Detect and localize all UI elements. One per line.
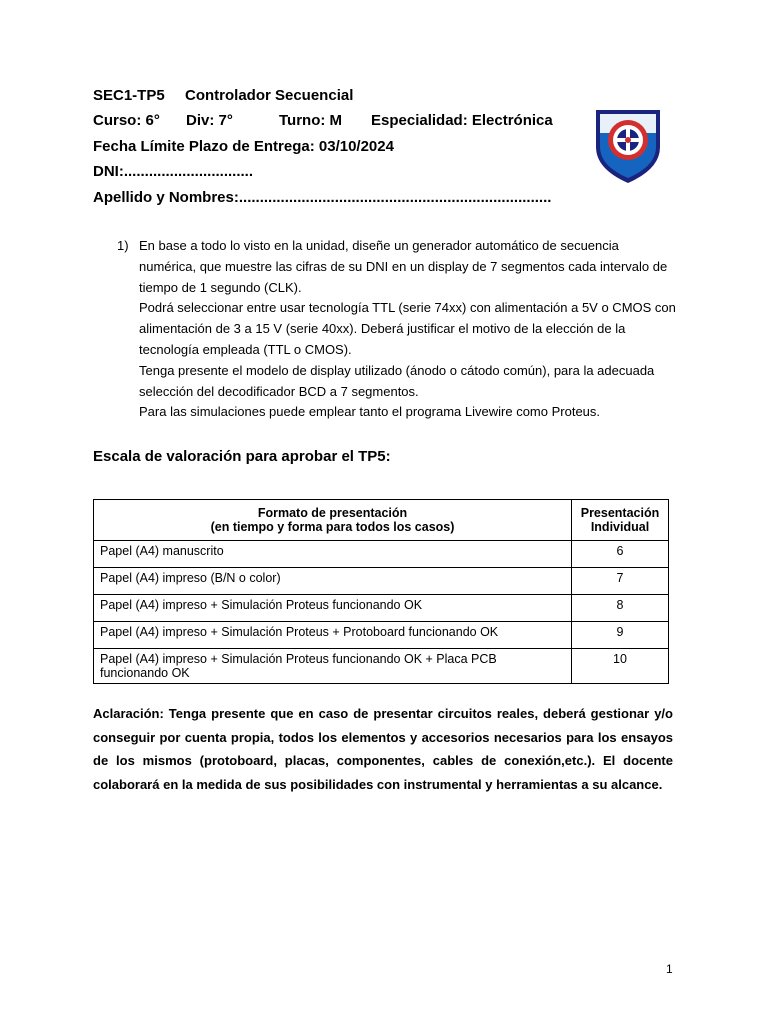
doc-code: SEC1-TP5 [93,87,165,104]
item-paragraph: En base a todo lo visto en la unidad, diseñe un generador automático de secuencia numérica, que muestre las cifras de su DNI en un display de 7 segmentos cada intervalo de tiempo de 1 segundo (CLK). [139,238,668,295]
cell-grade: 9 [572,622,669,649]
header-grade: Presentación Individual [572,500,669,541]
cell-format: Papel (A4) impreso + Simulación Proteus funcionando OK + Placa PCB funcionando OK [94,649,572,684]
exercise-item [117,236,677,423]
scale-title: Escala de valoración para aprobar el TP5: [93,448,391,465]
especialidad: Especialidad: Electrónica [371,112,553,129]
table-row [94,595,669,622]
item-body [139,236,677,423]
item-number: 1) [117,238,129,253]
turno: Turno: M [279,112,343,129]
cell-grade: 6 [572,541,669,568]
table-row [94,622,669,649]
doc-title: Controlador Secuencial [185,87,354,104]
table-row [94,568,669,595]
cell-format: Papel (A4) impreso + Simulación Proteus + Protoboard funcionando OK [94,622,572,649]
header-line-2 [93,112,553,130]
cell-format: Papel (A4) impreso + Simulación Proteus funcionando OK [94,595,572,622]
header-line-1 [93,87,353,105]
cell-format: Papel (A4) manuscrito [94,541,572,568]
division: Div: 7° [186,112,233,129]
cell-format: Papel (A4) impreso (B/N o color) [94,568,572,595]
cell-grade: 10 [572,649,669,684]
name-field: Apellido y Nombres:........................................................................... [93,189,552,206]
page-number: 1 [666,962,673,976]
item-paragraph: Para las simulaciones puede emplear tanto el programa Livewire como Proteus. [139,404,601,420]
clarification-note: Aclaración: Tenga presente que en caso de presentar circuitos reales, deberá gestionar y/o conseguir por cuenta propia, todos los elementos y accesorios necesarios para los ensayos de los mismos (protoboard, placas, componentes, cables de conexión,etc.). El docente colaborará en la medida de sus posibilidades con instrumental y herramientas a su alcance. [93,706,673,792]
curso: Curso: 6° [93,112,160,129]
header-format: Formato de presentación (en tiempo y forma para todos los casos) [94,500,572,541]
table-row [94,649,669,684]
cell-grade: 7 [572,568,669,595]
item-paragraph: Podrá seleccionar entre usar tecnología TTL (serie 74xx) con alimentación a 5V o CMOS con alimentación de 3 a 15 V (serie 40xx). Deberá justificar el motivo de la elección de la tecnología empleada (TTL o CMOS). [139,300,676,357]
item-paragraph: Tenga presente el modelo de display utilizado (ánodo o cátodo común), para la adecuada selección del decodificador BCD a 7 segmentos. [139,362,655,399]
school-shield-logo [593,107,663,185]
deadline: Fecha Límite Plazo de Entrega: 03/10/2024 [93,138,394,155]
table-header-row [94,500,669,541]
grading-table [93,499,669,684]
table-row [94,541,669,568]
cell-grade: 8 [572,595,669,622]
dni-field: DNI:............................... [93,163,254,180]
